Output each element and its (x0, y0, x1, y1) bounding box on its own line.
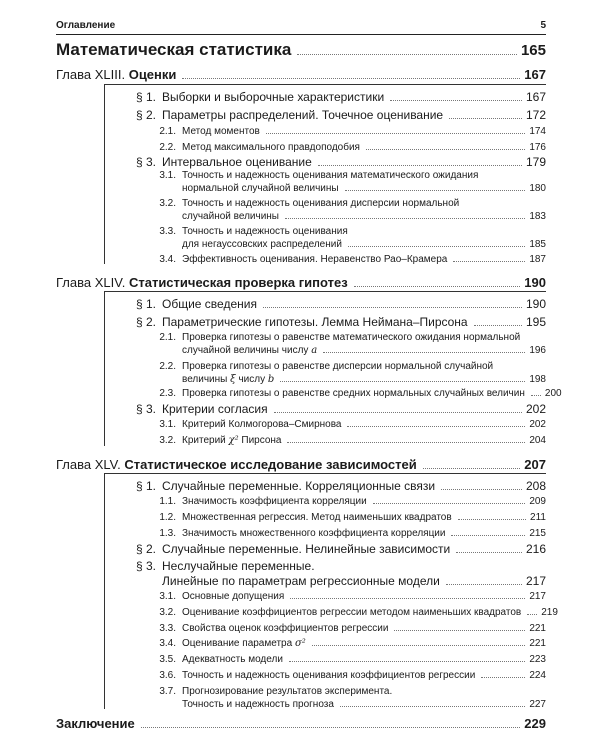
chapter-label: Глава XLIII. (56, 67, 126, 82)
entry-number: 3.7. (159, 686, 176, 697)
dot-leader (285, 218, 525, 219)
entry-title-line2: Точность и надежность прогноза (182, 699, 334, 710)
dot-leader (266, 133, 525, 134)
dot-leader (263, 307, 522, 308)
entry-title-line2: для негауссовских распределений (182, 239, 342, 250)
page-number: 185 (529, 239, 546, 250)
chapter-rule (104, 84, 546, 85)
entry-number: § 2. (135, 108, 156, 122)
toc-entry (56, 435, 546, 446)
chapter-rule (104, 473, 546, 474)
math-symbol: b (267, 374, 275, 385)
conclusion-title: Заключение (56, 716, 135, 731)
entry-number: § 3. (135, 402, 156, 416)
dot-leader (287, 442, 525, 443)
entry-title: Проверка гипотезы о равенстве средних нормальных случайных величин (182, 388, 525, 399)
chapter-label: Глава XLIV. (56, 275, 126, 290)
toc-entry (56, 108, 546, 122)
dot-leader (453, 261, 525, 262)
chapter-title: Статистическая проверка гипотез (128, 275, 348, 290)
entry-number: § 3. (135, 155, 156, 169)
toc-entry (56, 126, 546, 137)
entry-title-line2-end: числу (238, 374, 266, 385)
toc-entry (182, 239, 546, 250)
page-number: 196 (529, 345, 546, 356)
page-number: 183 (529, 211, 546, 222)
dot-leader (373, 503, 526, 504)
entry-title-line1: Проверка гипотезы о равенстве математического ожидания нормальной (182, 332, 521, 343)
entry-title: Эффективность оценивания. Неравенство Рао–Крамера (182, 254, 448, 265)
entry-title-line1: Неслучайные переменные. (162, 559, 315, 573)
entry-number: 3.2. (159, 435, 176, 446)
part-title: Математическая статистика (56, 40, 292, 59)
running-header-page-number: 5 (540, 20, 546, 31)
dot-leader (451, 535, 525, 536)
entry-title-line2: Линейные по параметрам регрессионные модели (162, 574, 440, 588)
math-symbol: χ² (228, 435, 239, 446)
entry-title-line2: величины (182, 374, 228, 385)
entry-number: § 1. (135, 297, 156, 311)
chapter-45-entry (56, 457, 546, 472)
entry-title: Адекватность модели (182, 654, 283, 665)
dot-leader (449, 118, 522, 119)
entry-title-line1: Точность и надежность оценивания (182, 226, 348, 237)
toc-entry (56, 402, 546, 416)
math-symbol: ξ (230, 374, 236, 385)
dot-leader (345, 190, 526, 191)
entry-title: Свойства оценок коэффициентов регрессии (182, 623, 389, 634)
dot-leader (456, 552, 522, 553)
entry-title-line1: Точность и надежность оценивания дисперсии нормальной (182, 198, 460, 209)
page-number: 223 (529, 654, 546, 665)
dot-leader (390, 100, 522, 101)
entry-title: Выборки и выборочные характеристики (162, 90, 385, 104)
entry-number: 3.3. (159, 623, 176, 634)
toc-entry (182, 699, 546, 710)
page-number: 207 (524, 457, 546, 472)
page-number: 219 (541, 607, 558, 618)
page-number: 180 (529, 183, 546, 194)
dot-leader (290, 598, 525, 599)
toc-entry (56, 254, 546, 265)
page-number: 165 (520, 42, 546, 59)
toc-entry (56, 623, 546, 634)
entry-title: Основные допущения (182, 591, 285, 602)
entry-number: 3.6. (159, 670, 176, 681)
entry-number: 3.1. (159, 170, 176, 181)
page-number: 208 (525, 479, 546, 493)
page-number: 217 (525, 574, 546, 588)
toc-entry (56, 479, 546, 493)
chapter-label: Глава XLV. (56, 457, 121, 472)
page-number: 179 (525, 155, 546, 169)
toc-entry (56, 512, 546, 523)
entry-title: Значимость множественного коэффициента корреляции (182, 528, 446, 539)
page-number: 202 (529, 419, 546, 430)
entry-number: 3.4. (159, 254, 176, 265)
page-number: 172 (525, 108, 546, 122)
toc-entry (182, 374, 546, 385)
entry-title: Метод моментов (182, 126, 260, 137)
toc-entry (56, 90, 546, 104)
toc-entry (56, 591, 546, 602)
dot-leader (354, 286, 521, 287)
page-number: 229 (524, 716, 546, 731)
part-title-entry (56, 40, 546, 60)
entry-number: 3.2. (159, 607, 176, 618)
dot-leader (348, 246, 525, 247)
entry-number: 1.1. (159, 496, 176, 507)
entry-title: Интервальное оценивание (162, 155, 312, 169)
toc-entry (56, 638, 546, 649)
chapter-44-entry (56, 275, 546, 290)
entry-number: 3.2. (159, 198, 176, 209)
entry-title: Множественная регрессия. Метод наименьших квадратов (182, 512, 452, 523)
entry-number: § 2. (135, 315, 156, 329)
entry-number: 1.3. (159, 528, 176, 539)
page-number: 190 (525, 297, 546, 311)
entry-title-line1: Проверка гипотезы о равенстве дисперсии нормальной случайной (182, 361, 494, 372)
toc-entry (182, 183, 546, 194)
dot-leader (340, 706, 525, 707)
dot-leader (182, 78, 520, 79)
conclusion-entry (56, 716, 546, 731)
entry-number: 3.5. (159, 654, 176, 665)
entry-number: 3.4. (159, 638, 176, 649)
page-number: 190 (524, 275, 546, 290)
dot-leader (394, 630, 525, 631)
page-number: 215 (529, 528, 546, 539)
entry-title: Оценивание коэффициентов регрессии методом наименьших квадратов (182, 607, 522, 618)
entry-title: Метод максимального правдоподобия (182, 142, 360, 153)
dot-leader (274, 412, 522, 413)
page-number: 217 (529, 591, 546, 602)
toc-entry (56, 654, 546, 665)
entry-title: Параметрические гипотезы. Лемма Неймана–Пирсона (162, 315, 468, 329)
running-header-title: Оглавление (56, 20, 116, 31)
page-number: 209 (529, 496, 546, 507)
page-number: 227 (529, 699, 546, 710)
toc-entry (56, 297, 546, 311)
toc-entry (56, 388, 562, 399)
entry-title: Общие сведения (162, 297, 257, 311)
entry-title: Параметры распределений. Точечное оценивание (162, 108, 444, 122)
entry-title: Критерий (182, 435, 226, 446)
chapter-rule (104, 291, 546, 292)
toc-entry (56, 155, 546, 169)
entry-title: Точность и надежность оценивания коэффициентов регрессии (182, 670, 476, 681)
dot-leader (481, 677, 525, 678)
entry-title: Критерий Колмогорова–Смирнова (182, 419, 342, 430)
entry-number: § 3. (135, 559, 156, 573)
page-number: 216 (525, 542, 546, 556)
math-symbol: σ² (294, 638, 306, 649)
entry-number: § 1. (135, 479, 156, 493)
entry-title: Критерии согласия (162, 402, 268, 416)
entry-title-line1: Прогнозирование результатов эксперимента. (182, 686, 393, 697)
toc-entry (56, 496, 546, 507)
dot-leader (280, 381, 525, 382)
entry-number: § 2. (135, 542, 156, 556)
entry-number: 1.2. (159, 512, 176, 523)
page-number: 204 (529, 435, 546, 446)
page-number: 187 (529, 254, 546, 265)
entry-title: Случайные переменные. Нелинейные зависимости (162, 542, 451, 556)
chapter-title: Статистическое исследование зависимостей (124, 457, 417, 472)
dot-leader (347, 426, 525, 427)
entry-title: Случайные переменные. Корреляционные связи (162, 479, 436, 493)
dot-leader (446, 584, 522, 585)
toc-entry (56, 542, 546, 556)
page-number: 221 (529, 638, 546, 649)
dot-leader (366, 149, 525, 150)
entry-title: Значимость коэффициента корреляции (182, 496, 367, 507)
page-number: 221 (529, 623, 546, 634)
dot-leader (289, 661, 525, 662)
chapter-title: Оценки (128, 67, 177, 82)
toc-entry (56, 607, 558, 618)
toc-entry (56, 528, 546, 539)
entry-number: 3.3. (159, 226, 176, 237)
entry-number: 2.3. (159, 388, 176, 399)
page-number: 195 (525, 315, 546, 329)
toc-entry (56, 419, 546, 430)
entry-number: 2.2. (159, 361, 176, 372)
dot-leader (458, 519, 526, 520)
header-rule (56, 34, 546, 35)
entry-title-line1: Точность и надежность оценивания математического ожидания (182, 170, 479, 181)
entry-title-line2: нормальной случайной величины (182, 183, 339, 194)
entry-title: Оценивание параметра (182, 638, 293, 649)
page-number: 174 (529, 126, 546, 137)
entry-title-line2: случайной величины (182, 211, 279, 222)
dot-leader (423, 468, 521, 469)
page-number: 211 (530, 512, 546, 523)
page-number: 167 (524, 67, 546, 82)
dot-leader (441, 489, 522, 490)
dot-leader (312, 645, 526, 646)
entry-number: 3.1. (159, 419, 176, 430)
page-number: 198 (529, 374, 546, 385)
page-number: 200 (544, 388, 562, 399)
page-number: 224 (529, 670, 546, 681)
entry-number: 2.1. (159, 126, 176, 137)
dot-leader (323, 352, 525, 353)
entry-title-line2: случайной величины числу (182, 345, 309, 356)
dot-leader (527, 614, 537, 615)
page-number: 167 (525, 90, 546, 104)
math-symbol: a (311, 345, 318, 356)
toc-entry (182, 345, 546, 356)
toc-entry (56, 315, 546, 329)
entry-title-end: Пирсона (241, 435, 282, 446)
dot-leader (318, 165, 522, 166)
toc-entry (56, 142, 546, 153)
dot-leader (531, 395, 541, 396)
entry-number: 2.2. (159, 142, 176, 153)
page-number: 176 (529, 142, 546, 153)
toc-entry (182, 211, 546, 222)
dot-leader (297, 54, 517, 55)
toc-entry (56, 670, 546, 681)
dot-leader (141, 727, 521, 728)
toc-entry (162, 574, 546, 588)
entry-number: § 1. (135, 90, 156, 104)
entry-number: 2.1. (159, 332, 176, 343)
chapter-43-entry (56, 67, 546, 82)
page-number: 202 (525, 402, 546, 416)
entry-number: 3.1. (159, 591, 176, 602)
dot-leader (474, 325, 522, 326)
